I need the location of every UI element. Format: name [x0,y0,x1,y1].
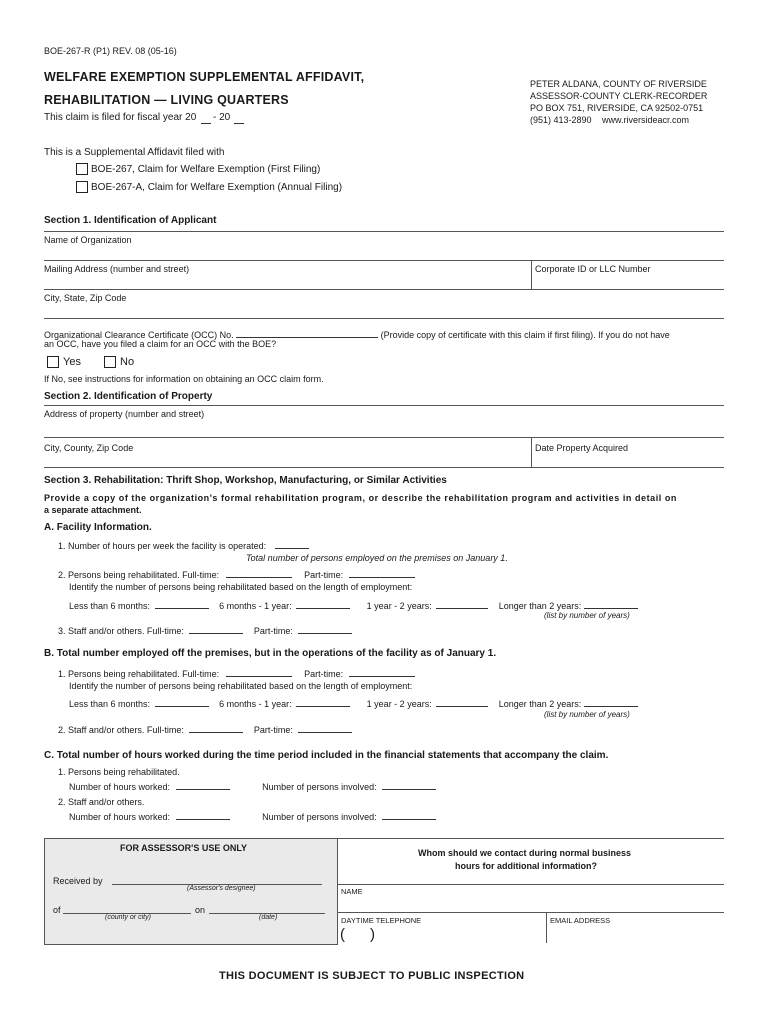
contact-name-label: NAME [341,887,363,896]
assessor-phone: (951) 413-2890 [530,115,592,125]
b1-identify: Identify the number of persons being rehabilitated based on the length of employment: [69,681,413,691]
a3-label: 3. Staff and/or others. Full-time: [58,626,184,636]
b1-parttime-field[interactable] [349,666,415,677]
occ-yes-label: Yes [63,356,81,368]
a2-parttime-label: Part-time: [304,570,344,580]
a2-1y2y-label: 1 year - 2 years: [366,601,432,611]
corp-id-label: Corporate ID or LLC Number [535,264,651,274]
property-address-field[interactable] [44,437,724,438]
c2-hours-line [69,809,436,822]
city-state-zip-field[interactable] [44,318,724,319]
a3-parttime-label: Part-time: [253,626,293,636]
of-label: of [53,905,61,915]
a3-line [58,623,352,636]
occ-yes-checkbox[interactable] [47,356,59,368]
a3-parttime-field[interactable] [298,623,352,634]
phone-email-divider [546,912,547,943]
b1-parttime-label: Part-time: [304,669,344,679]
on-label: on [195,905,206,915]
occ-no-checkbox[interactable] [104,356,116,368]
supplemental-intro: This is a Supplemental Affidavit filed with [44,147,225,158]
mailing-address-field[interactable] [44,289,724,290]
phone-area-code-field[interactable] [352,928,368,942]
corp-id-divider [531,260,532,289]
b1-less6-field[interactable] [155,696,209,707]
section1-heading: Section 1. Identification of Applicant [44,215,217,226]
hours-worked-heading: C. Total number of hours worked during the time period included in the financial statements that accompany the claim. [44,750,609,761]
occ-question: an OCC, have you filed a claim for an OCC with the BOE? [44,339,277,349]
occ-if-no: If No, see instructions for information on obtaining an OCC claim form. [44,374,324,384]
fiscal-year-start-field[interactable] [201,112,211,124]
b1-line [58,666,415,679]
contact-name-field[interactable] [338,912,724,913]
a2-less6-label: Less than 6 months: [69,601,151,611]
property-address-label: Address of property (number and street) [44,409,205,419]
section2-heading: Section 2. Identification of Property [44,391,213,402]
a2-fulltime-field[interactable] [226,567,292,578]
a-total-note: Total number of persons employed on the premises on January 1. [246,553,508,563]
c2-persons-label: Number of persons involved: [262,812,377,822]
b1-1y2y-label: 1 year - 2 years: [366,699,432,709]
daytime-phone-label: DAYTIME TELEPHONE [341,916,422,925]
b1-1y2y-field[interactable] [436,696,488,707]
b1-fulltime-field[interactable] [226,666,292,677]
section3-provide-line1: Provide a copy of the organization's formal rehabilitation program, or describe the rehabilitation program and activities in detail on [44,493,677,503]
offsite-heading: B. Total number employed off the premises, but in the operations of the facility as of January 1. [44,648,497,659]
designee-caption: (Assessor's designee) [187,885,256,892]
c1-hours-field[interactable] [176,779,230,790]
form-title-line2: REHABILITATION — LIVING QUARTERS [44,93,289,107]
city-county-zip-field[interactable] [44,467,724,468]
b2-fulltime-field[interactable] [189,722,243,733]
city-state-zip-label: City, State, Zip Code [44,293,127,303]
a2-line [58,567,415,580]
a2-6m1y-label: 6 months - 1 year: [219,601,292,611]
fiscal-year-dash: - 20 [213,112,231,123]
form-title-line1: WELFARE EXEMPTION SUPPLEMENTAL AFFIDAVIT, [44,70,365,84]
org-name-field[interactable] [44,260,724,261]
a2-identify: Identify the number of persons being rehabilitated based on the length of employment: [69,582,413,592]
assessor-website: www.riversideacr.com [602,115,690,125]
fiscal-year-end-field[interactable] [234,112,244,124]
date-caption: (date) [259,914,278,921]
occ-label: Organizational Clearance Certificate (OCC) No. [44,330,234,340]
a2-list-years: (list by number of years) [544,611,630,620]
section1-top-rule [44,231,724,232]
assessor-title: ASSESSOR-COUNTY CLERK-RECORDER [530,91,708,101]
a2-longer2-label: Longer than 2 years: [498,601,582,611]
a2-6m1y-field[interactable] [296,598,350,609]
c1-persons-field[interactable] [382,779,436,790]
phone-area-close: ) [370,926,375,943]
b1-label: 1. Persons being rehabilitated. Full-time: [58,669,220,679]
boe-267-a-checkbox[interactable] [76,181,88,193]
b1-duration-line [69,696,638,709]
city-county-zip-label: City, County, Zip Code [44,443,134,453]
boe-267-label: BOE-267, Claim for Welfare Exemption (First Filing) [91,164,321,175]
b1-less6-label: Less than 6 months: [69,699,151,709]
a2-duration-line [69,598,638,611]
assessor-address: PO BOX 751, RIVERSIDE, CA 92502-0751 [530,103,704,113]
email-field[interactable] [552,928,720,942]
c2-hours-field[interactable] [176,809,230,820]
date-acquired-label: Date Property Acquired [535,443,629,453]
date-acquired-divider [531,437,532,467]
section2-top-rule [44,405,724,406]
form-id: BOE-267-R (P1) REV. 08 (05-16) [44,46,177,56]
hours-per-week-field[interactable] [275,538,309,549]
c1-persons-label: Number of persons involved: [262,782,377,792]
a2-parttime-field[interactable] [349,567,415,578]
b1-longer2-field[interactable] [584,696,638,707]
a2-label: 2. Persons being rehabilitated. Full-time: [58,570,220,580]
email-label: EMAIL ADDRESS [550,916,611,925]
c2-hours-label: Number of hours worked: [69,812,171,822]
org-name-label: Name of Organization [44,235,132,245]
public-inspection-notice: THIS DOCUMENT IS SUBJECT TO PUBLIC INSPECTION [219,970,525,982]
assessor-name: PETER ALDANA, COUNTY OF RIVERSIDE [530,79,707,89]
b1-6m1y-label: 6 months - 1 year: [219,699,292,709]
b1-longer2-label: Longer than 2 years: [498,699,582,709]
contact-question-line2: hours for additional information? [455,861,597,871]
section3-provide-line2: a separate attachment. [44,505,142,515]
contact-question-line1: Whom should we contact during normal business [418,848,632,858]
a1-label: 1. Number of hours per week the facility is operated: [58,541,267,551]
a2-1y2y-field[interactable] [436,598,488,609]
a2-less6-field[interactable] [155,598,209,609]
county-city-caption: (county or city) [105,914,151,921]
b2-label: 2. Staff and/or others. Full-time: [58,725,184,735]
phone-number-field[interactable] [384,928,542,942]
c2-label: 2. Staff and/or others. [58,797,145,807]
c1-label: 1. Persons being rehabilitated. [58,767,180,777]
received-by-label: Received by [53,876,103,886]
phone-area-open: ( [340,926,345,943]
mailing-address-label: Mailing Address (number and street) [44,264,190,274]
c1-hours-line [69,779,436,792]
b2-line [58,722,352,735]
b1-6m1y-field[interactable] [296,696,350,707]
facility-info-heading: A. Facility Information. [44,522,152,533]
a2-longer2-field[interactable] [584,598,638,609]
section3-heading: Section 3. Rehabilitation: Thrift Shop, Workshop, Manufacturing, or Similar Activities [44,475,447,486]
c1-hours-label: Number of hours worked: [69,782,171,792]
boe-267-checkbox[interactable] [76,163,88,175]
occ-no-label: No [120,356,135,368]
a1-line [58,538,309,551]
assessor-use-heading: FOR ASSESSOR'S USE ONLY [120,843,248,853]
c2-persons-field[interactable] [382,809,436,820]
occ-number-field[interactable] [236,327,378,338]
b1-list-years: (list by number of years) [544,710,630,719]
contact-name-top-rule [338,884,724,885]
b2-parttime-label: Part-time: [253,725,293,735]
b2-parttime-field[interactable] [298,722,352,733]
boe-267-a-label: BOE-267-A, Claim for Welfare Exemption (Annual Filing) [91,182,343,193]
fiscal-year-label: This claim is filed for fiscal year 20 [44,112,197,123]
a3-fulltime-field[interactable] [189,623,243,634]
occ-instructions: (Provide copy of certificate with this claim if first filing). If you do not have [380,330,670,340]
